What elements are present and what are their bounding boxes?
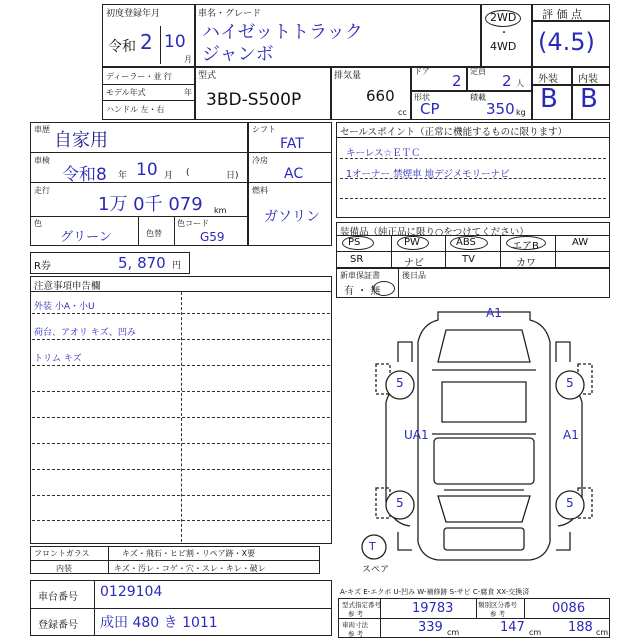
mileage: 1万 0千 079 [98, 194, 203, 215]
car-grade: ジャンボ [202, 44, 274, 65]
capacity-label: 定員 [470, 67, 486, 76]
ac-label: 冷房 [252, 156, 268, 165]
divider [30, 152, 248, 153]
interior-codes: キズ・汚レ・コゲ・穴・スレ・キレ・破レ [114, 564, 266, 573]
cert-number: 19783 [412, 601, 454, 616]
size-width: 147 [500, 620, 525, 635]
inspection-month-unit: 月 [164, 171, 174, 181]
spare-label: スペア [362, 565, 390, 575]
load-label: 積載 [470, 93, 486, 102]
divider [480, 4, 482, 66]
usage-label: 車歴 [34, 125, 50, 134]
equip-navi: ナビ [404, 258, 424, 269]
cm-unit-3: cm [596, 628, 609, 637]
plate-number: 成田 480 き 1011 [100, 615, 218, 631]
drive-4wd: 4WD [490, 40, 517, 53]
cm-unit-1: cm [447, 628, 460, 637]
warranty-circle [373, 281, 395, 296]
size-height: 188 [568, 620, 593, 635]
rear-label: 後日品 [402, 271, 426, 280]
tire-rear-left: 5 [396, 496, 404, 510]
windshield-codes: キズ・飛石・ヒビ割・リペア跡・X要 [122, 549, 256, 558]
divider [248, 182, 332, 183]
note-line-1: 外装 小A・小U [34, 302, 95, 312]
drive-2wd: 2WD [490, 11, 517, 24]
dash-line [32, 469, 330, 470]
divider [248, 152, 332, 153]
class-number: 0086 [552, 601, 586, 616]
damage-a1-right: A1 [563, 428, 579, 442]
divider [500, 235, 501, 268]
divider [571, 66, 573, 120]
recycle-value: 5, 870 [118, 254, 166, 272]
interior-label: 内装 [578, 74, 598, 85]
divider [194, 4, 196, 66]
interior-label: 内装 [56, 564, 72, 573]
km-unit: km [214, 206, 227, 215]
usage: 自家用 [54, 130, 108, 151]
warranty-value: 有 ・ 無 [344, 286, 381, 297]
inspection-era: 令和8 [62, 165, 107, 185]
inspection-paren-open: ( [186, 168, 190, 178]
inspection-label: 車検 [34, 156, 50, 165]
divider [398, 268, 399, 298]
equip-leather: カワ [516, 258, 536, 269]
divider [138, 216, 139, 246]
dash-line [32, 313, 330, 314]
size-length: 339 [418, 620, 443, 635]
handle-label: ハンドル 左・右 [106, 105, 165, 114]
interior-grade: B [580, 84, 598, 114]
displacement: 660 [366, 87, 395, 105]
exterior-label: 外装 [538, 74, 558, 85]
fuel: ガソリン [264, 209, 320, 225]
divider [108, 546, 109, 574]
dash-line [32, 339, 330, 340]
size-label: 車両寸法 [342, 621, 368, 629]
cert-ref-label: 参 考 [348, 610, 364, 618]
divider [102, 100, 194, 101]
tire-front-left: 5 [396, 376, 404, 390]
first-reg-label: 初度登録年月 [106, 9, 161, 19]
divider [194, 66, 196, 120]
recycle-box [30, 252, 190, 274]
dash-line [32, 495, 330, 496]
cert-label: 型式指定番号 [342, 601, 381, 609]
equip-ps: PS [348, 237, 361, 248]
yen-unit: 円 [172, 261, 182, 271]
cc-unit: cc [398, 108, 407, 117]
model-type-label: 型式 [198, 71, 217, 81]
dash-line [340, 198, 606, 199]
color-code-label: 色コード [177, 219, 209, 228]
equip-airbag: エアB [512, 241, 539, 252]
shift-label: シフト [252, 125, 276, 134]
capacity: 2 [502, 72, 512, 90]
divider [160, 26, 161, 64]
spare-tire-mark: T [369, 540, 376, 553]
mileage-label: 走行 [34, 186, 50, 195]
displacement-label: 排気量 [334, 71, 362, 81]
model-year-label: モデル年式 [106, 88, 146, 97]
divider [102, 66, 532, 68]
dash-line [32, 520, 330, 521]
inspection-year-unit: 年 [118, 171, 128, 181]
shape: CP [420, 100, 440, 118]
damage-legend: A-キズ E-エクボ U-凹み W-補修跡 S-サビ C-腐食 XX-交換済 [340, 588, 530, 596]
shift: FAT [280, 136, 304, 152]
divider [338, 618, 610, 619]
inspection-paren-close: 日) [226, 171, 239, 181]
chassis-number: 0129104 [100, 584, 163, 600]
dash-line [32, 443, 330, 444]
kg-unit: kg [516, 108, 526, 117]
class-ref-label: 参 考 [490, 610, 506, 618]
inspection-month: 10 [136, 160, 158, 180]
divider [330, 66, 332, 120]
damage-a1-top: A1 [486, 306, 502, 320]
color-code: G59 [200, 230, 225, 244]
size-ref-label: 参 考 [348, 630, 364, 638]
drive-dot: ・ [499, 28, 509, 39]
reg-year: 2 [140, 30, 153, 54]
divider [30, 560, 320, 561]
load: 350 [486, 100, 515, 118]
divider [391, 235, 392, 268]
name-grade-label: 車名・グレード [198, 9, 262, 19]
equip-aw: AW [572, 237, 589, 248]
equip-abs: ABS [456, 237, 476, 248]
sales-line-1: キーレス☆ＥＴＣ [346, 148, 421, 159]
shape-label: 形状 [414, 93, 430, 102]
divider [410, 66, 412, 120]
reg-month: 10 [164, 32, 186, 52]
ac: AC [284, 166, 304, 182]
score-label: 評 価 点 [542, 8, 582, 21]
exterior-grade: B [540, 84, 558, 114]
damage-ua1-left: UA1 [404, 428, 429, 442]
sales-line-2: 1オーナー 禁煙車 地デジメモリーナビ [346, 169, 510, 180]
recycle-label: R券 [34, 261, 51, 272]
note-line-3: トリム キズ [34, 354, 82, 364]
doors: 2 [452, 72, 462, 90]
dash-line [32, 391, 330, 392]
equipment-title: 装備品（純正品に限り○をつけてください） [340, 227, 529, 238]
capacity-unit: 人 [516, 79, 524, 88]
notes-title: 注意事項申告欄 [34, 281, 101, 292]
dealer-label: ディーラー・並 行 [106, 72, 172, 81]
equip-sr: SR [350, 254, 364, 265]
divider [102, 84, 194, 85]
divider [466, 66, 468, 90]
divider [445, 235, 446, 268]
dash-line [32, 417, 330, 418]
dash-line [340, 178, 606, 179]
score-value: (4.5) [538, 28, 595, 56]
car-name: ハイゼットトラック [202, 22, 363, 43]
sales-title: セールスポイント（正常に機能するものに限ります） [340, 127, 568, 138]
tire-rear-right: 5 [566, 496, 574, 510]
class-label: 類別区分番号 [478, 601, 517, 609]
dash-line [32, 365, 330, 366]
warranty-label: 新車保証書 [340, 271, 380, 280]
model-year-unit: 年 [184, 88, 192, 97]
color-label: 色 [34, 219, 42, 228]
windshield-label: フロントガラス [34, 549, 90, 558]
divider [476, 598, 477, 618]
divider [336, 251, 610, 252]
cm-unit-2: cm [529, 628, 542, 637]
chassis-label: 車台番号 [38, 592, 78, 603]
equip-tv: TV [462, 254, 475, 265]
divider [524, 598, 525, 618]
divider [94, 580, 95, 636]
plate-label: 登録番号 [38, 620, 78, 631]
reg-era: 令和 [108, 39, 136, 55]
door-label: ドア [414, 67, 430, 76]
note-line-2: 荷台、アオリ キズ、凹み [34, 328, 136, 338]
fuel-label: 燃料 [252, 186, 268, 195]
divider [555, 235, 556, 268]
color: グリーン [60, 230, 112, 245]
divider [174, 216, 175, 246]
color-change-label: 色替 [146, 229, 162, 238]
tire-front-right: 5 [566, 376, 574, 390]
dash-line [340, 158, 606, 159]
divider [30, 608, 332, 609]
model-type: 3BD-S500P [206, 90, 302, 110]
equip-pw: PW [404, 237, 420, 248]
divider [30, 216, 248, 217]
month-unit: 月 [184, 55, 192, 64]
